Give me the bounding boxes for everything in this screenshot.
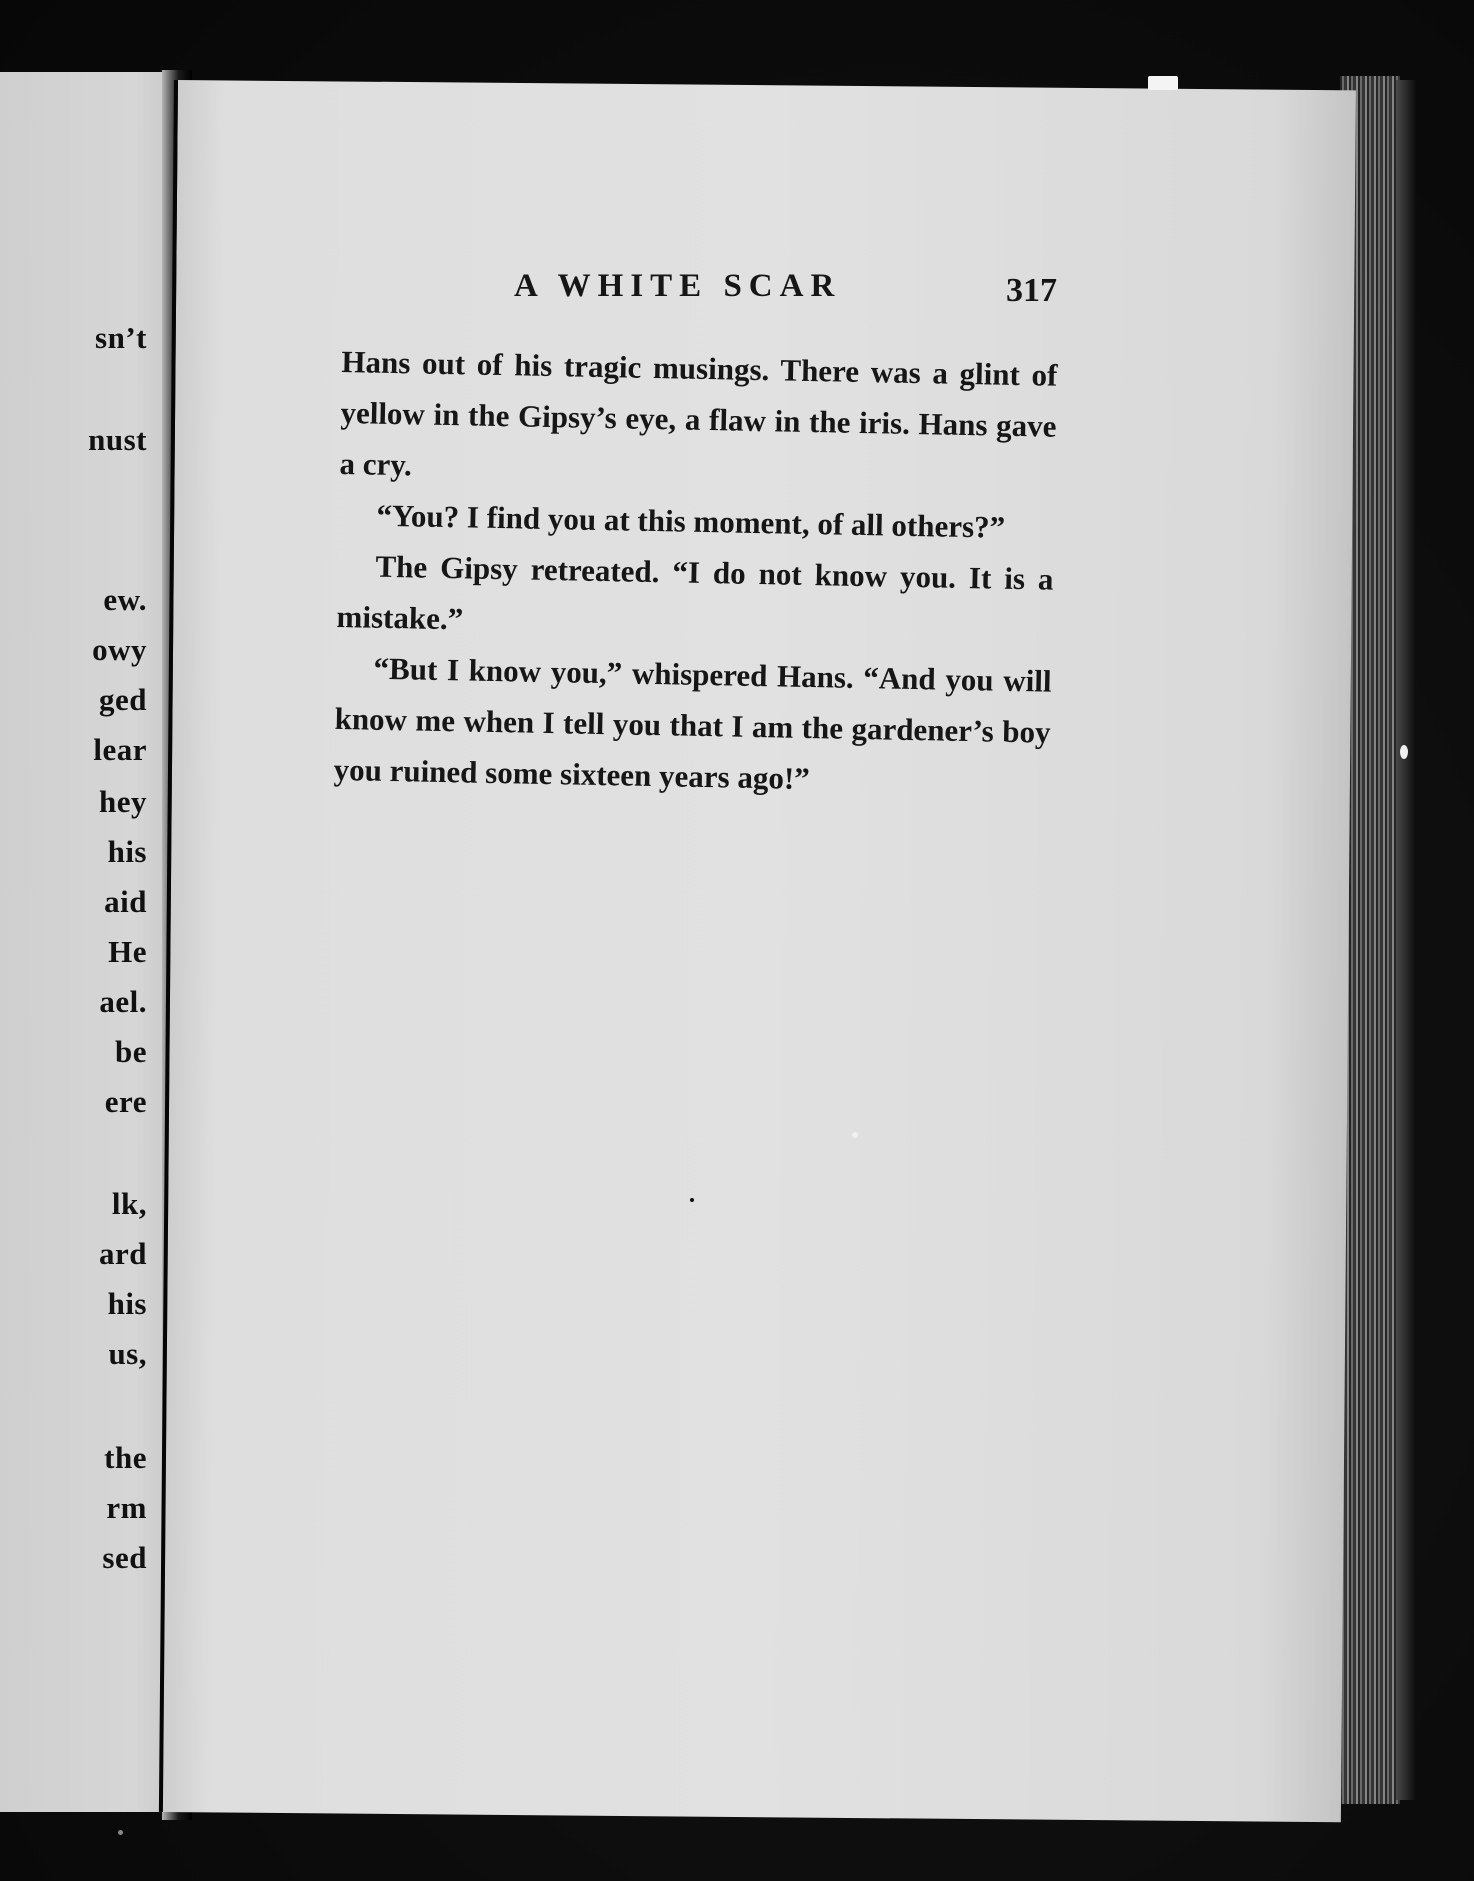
text-fragment: nust <box>88 422 147 457</box>
page-body-text <box>333 336 1058 809</box>
dust-speck <box>1400 745 1408 759</box>
text-fragment: rm <box>106 1490 147 1525</box>
text-fragment: owy <box>92 632 147 667</box>
paper-tab-mark <box>1148 76 1178 90</box>
book-edge-shadow <box>1396 80 1416 1800</box>
paragraph: Hans out of his tragic musings. There was a glint of yellow in the Gipsy’s eye, a flaw in the iris. Hans gave a cry. <box>339 343 1058 483</box>
text-fragment: lk, <box>111 1186 147 1221</box>
text-fragment: hey <box>99 784 147 819</box>
dust-speck <box>852 1132 858 1138</box>
text-fragment: his <box>107 834 147 869</box>
text-fragment: be <box>115 1034 147 1069</box>
text-fragment: ged <box>99 682 147 717</box>
text-fragment: ard <box>99 1236 147 1271</box>
book-page <box>159 80 1356 1822</box>
text-fragment: sed <box>102 1540 147 1575</box>
text-fragment: ew. <box>103 582 147 617</box>
running-head: A WHITE SCAR <box>514 268 842 304</box>
paragraph: “You? I find you at this moment, of all others?” <box>376 497 1006 545</box>
text-fragment: us, <box>108 1336 147 1371</box>
text-fragment: lear <box>93 732 147 767</box>
page-number: 317 <box>1006 272 1057 309</box>
text-fragment: He <box>108 934 147 969</box>
text-fragment: his <box>107 1286 147 1321</box>
dust-speck <box>118 1830 123 1835</box>
text-fragment: ael. <box>99 984 147 1019</box>
text-fragment: the <box>104 1440 147 1475</box>
text-fragment: sn’t <box>95 320 147 355</box>
text-fragment: ere <box>104 1084 147 1119</box>
paragraph: The Gipsy retreated. “I do not know you. It is a mistake.” <box>336 548 1054 637</box>
dust-speck <box>690 1198 694 1202</box>
paragraph: “But I know you,” whispered Hans. “And you will know me when I tell you that I am the gardener’s boy you ruined some sixteen years ago!” <box>333 650 1052 797</box>
text-fragment: aid <box>104 884 147 919</box>
